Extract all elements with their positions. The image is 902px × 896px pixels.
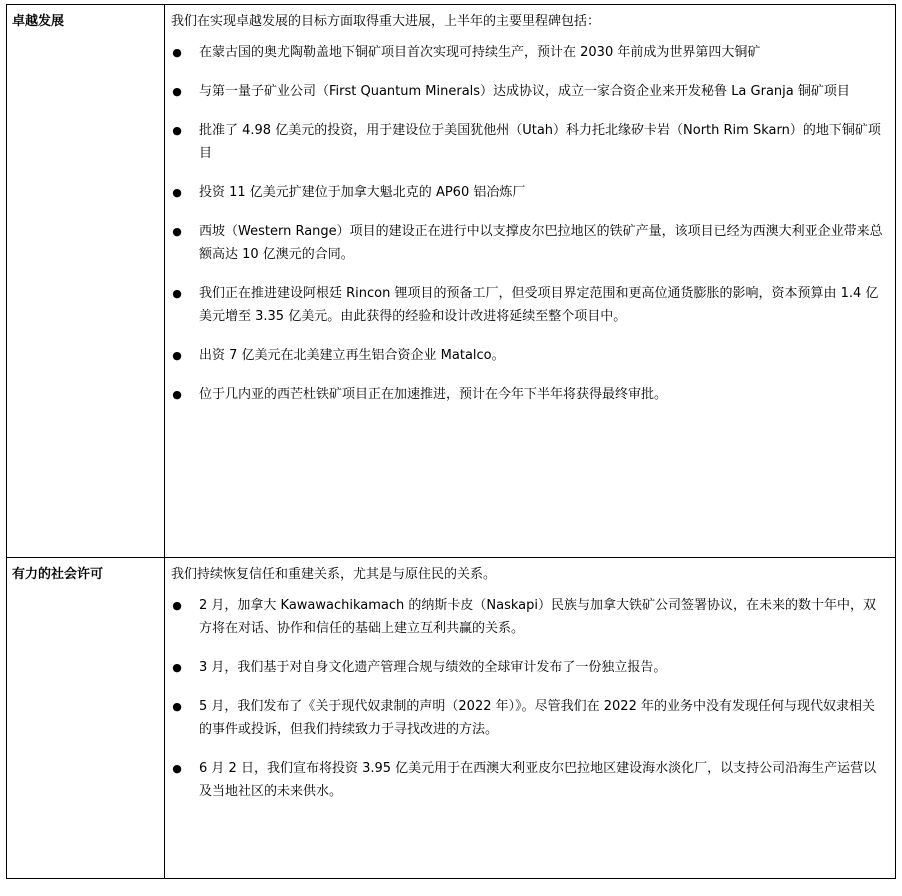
row-label: 有力的社会许可 <box>7 558 165 879</box>
bullet-icon: ● <box>172 762 182 775</box>
list-item <box>171 282 895 328</box>
list-item <box>171 119 895 165</box>
list-item-text: 投资 11 亿美元扩建位于加拿大魁北克的 AP60 铝冶炼厂 <box>199 185 526 200</box>
row-content <box>165 558 896 879</box>
table-row-social-licence <box>7 558 896 879</box>
bullet-icon: ● <box>172 388 182 401</box>
bullet-list <box>171 594 895 803</box>
row-label: 卓越发展 <box>7 5 165 558</box>
list-item-text: 西坡（Western Range）项目的建设正在进行中以支撑皮尔巴拉地区的铁矿产量，该项目已经为西澳大利亚企业带来总额高达 10 亿澳元的合同。 <box>199 224 883 262</box>
list-item <box>171 220 895 266</box>
list-item-text: 与第一量子矿业公司（First Quantum Minerals）达成协议，成立一家合资企业来开发秘鲁 La Granja 铜矿项目 <box>199 84 850 99</box>
bullet-icon: ● <box>172 85 182 98</box>
list-item-text: 位于几内亚的西芒杜铁矿项目正在加速推进，预计在今年下半年将获得最终审批。 <box>199 387 668 402</box>
list-item <box>171 181 895 204</box>
bullet-icon: ● <box>172 599 182 612</box>
milestones-table <box>6 4 896 879</box>
list-item <box>171 41 895 64</box>
list-item <box>171 383 895 406</box>
bullet-list <box>171 41 895 406</box>
row-content <box>165 5 896 558</box>
list-item <box>171 695 895 741</box>
bullet-icon: ● <box>172 186 182 199</box>
table-row-excellence <box>7 5 896 558</box>
list-item-text: 出资 7 亿美元在北美建立再生铝合资企业 Matalco。 <box>199 348 505 363</box>
row-intro: 我们持续恢复信任和重建关系，尤其是与原住民的关系。 <box>171 567 497 582</box>
list-item-text: 6 月 2 日，我们宣布将投资 3.95 亿美元用于在西澳大利亚皮尔巴拉地区建设海水淡化厂，以支持公司沿海生产运营以及当地社区的未来供水。 <box>199 761 877 799</box>
bullet-icon: ● <box>172 700 182 713</box>
bullet-icon: ● <box>172 225 182 238</box>
list-item <box>171 656 895 679</box>
bullet-icon: ● <box>172 287 182 300</box>
bullet-icon: ● <box>172 46 182 59</box>
list-item-text: 我们正在推进建设阿根廷 Rincon 锂项目的预备工厂，但受项目界定范围和更高位通货膨胀的影响，资本预算由 1.4 亿美元增至 3.35 亿美元。由此获得的经验和设计改进将延续至整个项目中。 <box>199 286 879 324</box>
list-item-text: 批准了 4.98 亿美元的投资，用于建设位于美国犹他州（Utah）科力托北缘矽卡岩（North Rim Skarn）的地下铜矿项目 <box>199 123 881 161</box>
list-item <box>171 757 895 803</box>
list-item-text: 5 月，我们发布了《关于现代奴隶制的声明（2022 年）》。尽管我们在 2022 年的业务中没有发现任何与现代奴隶相关的事件或投诉，但我们持续致力于寻找改进的方法。 <box>199 699 875 737</box>
list-item-text: 2 月，加拿大 Kawawachikamach 的纳斯卡皮（Naskapi）民族与加拿大铁矿公司签署协议，在未来的数十年中，双方将在对话、协作和信任的基础上建立互利共赢的关系。 <box>199 598 877 636</box>
list-item <box>171 80 895 103</box>
row-intro: 我们在实现卓越发展的目标方面取得重大进展，上半年的主要里程碑包括： <box>171 14 601 29</box>
list-item-text: 3 月，我们基于对自身文化遗产管理合规与绩效的全球审计发布了一份独立报告。 <box>199 660 667 675</box>
list-item <box>171 344 895 367</box>
list-item <box>171 594 895 640</box>
bullet-icon: ● <box>172 349 182 362</box>
bullet-icon: ● <box>172 661 182 674</box>
bullet-icon: ● <box>172 124 182 137</box>
list-item-text: 在蒙古国的奥尤陶勒盖地下铜矿项目首次实现可持续生产，预计在 2030 年前成为世界第四大铜矿 <box>199 45 761 60</box>
